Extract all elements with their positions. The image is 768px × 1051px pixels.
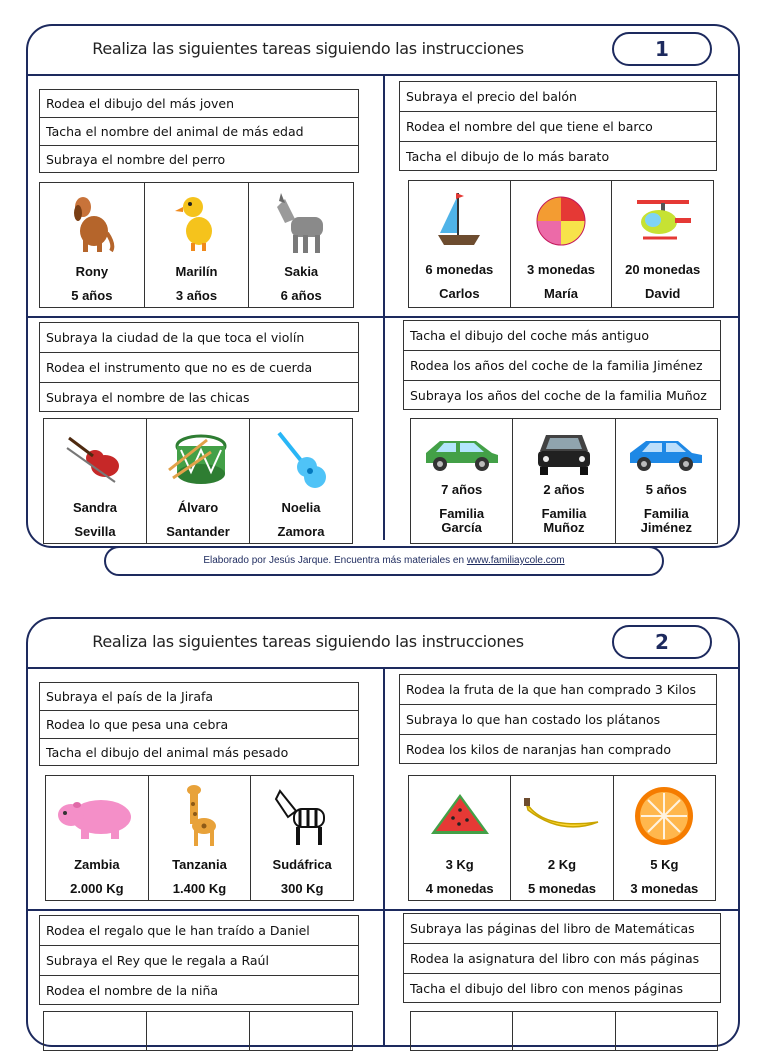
instructions-box: [399, 674, 717, 764]
picture-card[interactable]: [46, 776, 149, 900]
instruction-line: Tacha el dibujo del coche más antiguo: [404, 321, 720, 351]
duck-icon: [175, 193, 219, 253]
card-name: Sakia: [284, 264, 319, 279]
instructions-box: [403, 320, 721, 410]
dog-icon: [67, 193, 117, 253]
instruction-line: Rodea lo que pesa una cebra: [40, 711, 358, 739]
card-kilos: 3 Kg: [445, 857, 474, 872]
family-label: Familia: [439, 506, 485, 521]
picture-card[interactable]: [409, 776, 511, 900]
beach-ball-icon: [535, 195, 587, 247]
picture-card[interactable]: [250, 1012, 352, 1050]
instruction-line: Rodea el instrumento que no es de cuerda: [40, 353, 358, 383]
card-price: 6 monedas: [425, 262, 494, 277]
picture-card[interactable]: [147, 1012, 250, 1050]
picture-card[interactable]: [147, 419, 250, 543]
footer-text: Elaborado por Jesús Jarque. Encuentra más materiales en: [203, 555, 467, 566]
card-kilos: 5 Kg: [650, 857, 679, 872]
instruction-line: Rodea el dibujo del más joven: [40, 90, 358, 118]
sheet-header: [28, 26, 738, 76]
card-name: Álvaro: [177, 500, 219, 515]
family-name: Jiménez: [640, 520, 692, 535]
picture-card[interactable]: [44, 1012, 147, 1050]
card-price: 3 monedas: [527, 262, 595, 277]
picture-card[interactable]: [614, 776, 715, 900]
sheet-title: Realiza las siguientes tareas siguiendo las instrucciones: [92, 632, 524, 651]
card-weight: 2.000 Kg: [70, 881, 124, 896]
card-city: Sevilla: [74, 524, 116, 539]
picture-card[interactable]: [511, 776, 613, 900]
instructions-box: [403, 913, 721, 1003]
instruction-line: Rodea el nombre de la niña: [46, 983, 219, 998]
picture-card[interactable]: [616, 1012, 717, 1050]
card-name: Carlos: [439, 286, 480, 301]
card-country: Zambia: [74, 857, 120, 872]
instruction-line: Tacha el dibujo del libro con menos páginas: [410, 981, 684, 996]
card-country: Sudáfrica: [272, 857, 332, 872]
instructions-box: [39, 682, 359, 766]
picture-card[interactable]: [149, 776, 252, 900]
picture-card[interactable]: [411, 1012, 513, 1050]
instruction-line: Subraya el precio del balón: [400, 82, 716, 112]
picture-card[interactable]: [411, 419, 513, 543]
violin-icon: [65, 434, 125, 484]
picture-cards: [45, 775, 354, 901]
picture-card[interactable]: [513, 419, 615, 543]
helicopter-icon: [631, 196, 695, 246]
card-weight: 1.400 Kg: [172, 881, 227, 896]
card-name: Marilín: [175, 264, 218, 279]
donkey-icon: [273, 191, 329, 255]
instruction-line: Subraya las páginas del libro de Matemáticas: [404, 914, 720, 944]
worksheet-1: [26, 24, 740, 548]
instruction-line: Subraya el país de la Jirafa: [40, 683, 358, 711]
card-weight: 300 Kg: [280, 881, 324, 896]
card-price: 20 monedas: [625, 262, 701, 277]
zebra-icon: [272, 785, 332, 847]
picture-card[interactable]: [40, 183, 145, 307]
green-car-icon: [422, 433, 502, 473]
picture-card[interactable]: [511, 181, 613, 307]
card-name: María: [544, 286, 578, 301]
family-label: Familia: [643, 506, 689, 521]
instruction-line: Subraya el Rey que le regala a Raúl: [40, 946, 358, 976]
row-divider: [28, 316, 738, 318]
card-price: 4 monedas: [425, 881, 494, 896]
card-price: 5 monedas: [528, 881, 596, 896]
instructions-box: [39, 322, 359, 412]
sheet-number-badge: 1: [612, 32, 712, 66]
hippo-icon: [57, 791, 137, 841]
row-divider: [28, 909, 738, 911]
instruction-line: Rodea los años del coche de la familia Jiménez: [404, 351, 720, 381]
picture-card[interactable]: [250, 419, 352, 543]
card-name: David: [644, 286, 681, 301]
instructions-box: [39, 915, 359, 1005]
sheet-header: [28, 619, 738, 669]
card-detail: 6 años: [280, 288, 322, 303]
sheet-number-badge: 2: [612, 625, 712, 659]
family-name: Muñoz: [543, 520, 585, 535]
banana-icon: [522, 796, 602, 836]
column-divider: [383, 74, 385, 540]
card-detail: 5 años: [71, 288, 113, 303]
car-age: 7 años: [441, 482, 483, 497]
guitar-icon: [273, 429, 329, 489]
instruction-line: Rodea el nombre del que tiene el barco: [400, 112, 716, 142]
picture-cards: [408, 180, 714, 308]
family-name: García: [441, 520, 482, 535]
picture-card[interactable]: [249, 183, 353, 307]
instruction-line: Subraya lo que han costado los plátanos: [400, 705, 716, 735]
instruction-line: Rodea la fruta de la que han comprado 3 Kilos: [400, 675, 716, 705]
picture-card[interactable]: [251, 776, 353, 900]
picture-card[interactable]: [616, 419, 717, 543]
picture-card[interactable]: [409, 181, 511, 307]
instruction-line: Tacha el dibujo de lo más barato: [406, 149, 610, 164]
car-age: 2 años: [543, 482, 585, 497]
sheet-title: Realiza las siguientes tareas siguiendo las instrucciones: [92, 39, 524, 58]
sailboat-icon: [434, 191, 484, 251]
giraffe-icon: [180, 784, 220, 848]
drum-icon: [167, 430, 229, 488]
worksheet-2: [26, 617, 740, 1047]
orange-icon: [633, 785, 695, 847]
card-city: Zamora: [277, 524, 325, 539]
card-name: Sandra: [72, 500, 118, 515]
picture-card[interactable]: [513, 1012, 615, 1050]
card-price: 3 monedas: [630, 881, 699, 896]
watermelon-icon: [429, 790, 491, 842]
instruction-line: Subraya el nombre del perro: [46, 152, 226, 167]
instruction-line: Rodea los kilos de naranjas han comprado: [406, 742, 671, 757]
family-label: Familia: [541, 506, 587, 521]
picture-cards: [408, 775, 716, 901]
instruction-line: Subraya el nombre de las chicas: [46, 390, 250, 405]
column-divider: [383, 667, 385, 1047]
picture-cards: [410, 418, 718, 544]
instructions-box: [399, 81, 717, 171]
card-city: Santander: [166, 524, 230, 539]
picture-cards: [39, 182, 354, 308]
card-name: Noelia: [281, 500, 321, 515]
card-name: Rony: [75, 264, 109, 279]
card-detail: 3 años: [175, 288, 218, 303]
card-kilos: 2 Kg: [547, 857, 577, 872]
instruction-line: Rodea la asignatura del libro con más páginas: [404, 944, 720, 974]
picture-cards: [43, 418, 353, 544]
instruction-line: Subraya la ciudad de la que toca el violín: [40, 323, 358, 353]
instructions-box: [39, 89, 359, 173]
instruction-line: Tacha el dibujo del animal más pesado: [46, 745, 289, 760]
picture-cards: [410, 1011, 718, 1051]
picture-card[interactable]: [612, 181, 713, 307]
picture-card[interactable]: [44, 419, 147, 543]
card-country: Tanzania: [172, 857, 227, 872]
blue-car-icon: [626, 433, 706, 473]
website-link[interactable]: www.familiaycole.com: [466, 555, 565, 566]
instruction-line: Tacha el nombre del animal de más edad: [40, 118, 358, 146]
car-age: 5 años: [645, 482, 687, 497]
picture-card[interactable]: [145, 183, 250, 307]
instruction-line: Subraya los años del coche de la familia Muñoz: [410, 388, 707, 403]
instruction-line: Rodea el regalo que le han traído a Daniel: [40, 916, 358, 946]
black-car-icon: [534, 429, 594, 477]
picture-cards: [43, 1011, 353, 1051]
credits-footer: [104, 546, 664, 576]
